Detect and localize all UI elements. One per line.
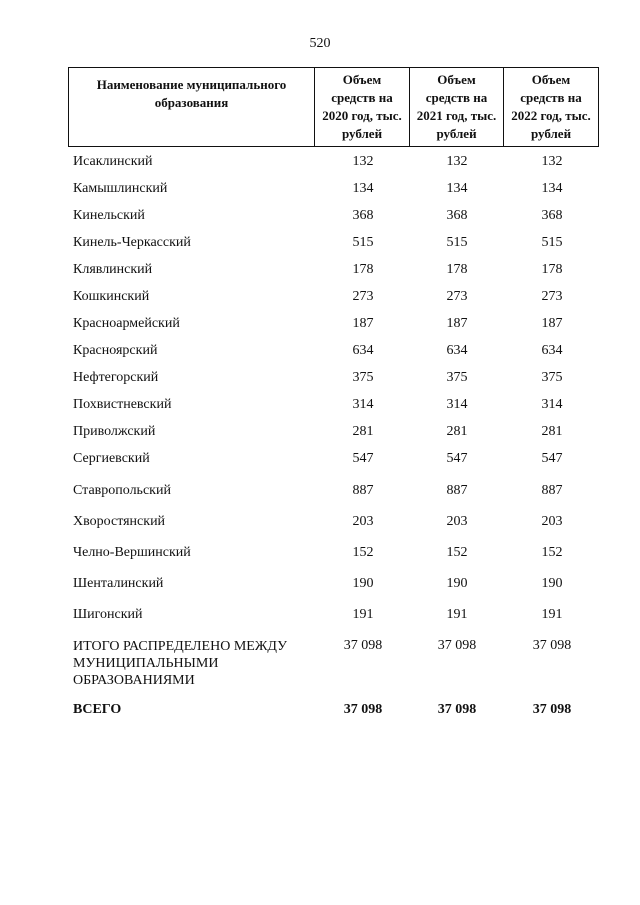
value-2020: 375 [352, 370, 374, 385]
municipality-name: Похвистневский [73, 397, 172, 412]
municipality-name: Кинельский [73, 208, 145, 223]
value-2020: 134 [352, 181, 374, 196]
value-2021: 273 [446, 289, 468, 304]
total-value-2020: 37 098 [343, 638, 383, 653]
value-2022: 134 [541, 181, 563, 196]
value-2020: 314 [352, 397, 374, 412]
total-distributed-label [73, 638, 287, 689]
value-2022: 152 [541, 545, 563, 560]
municipality-name: Исаклинский [73, 154, 153, 169]
municipality-name: Кошкинский [73, 289, 150, 304]
value-2022: 132 [541, 154, 563, 169]
municipality-name: Красноармейский [73, 316, 180, 331]
value-2020: 273 [352, 289, 374, 304]
value-2020: 190 [352, 576, 374, 591]
value-2021: 314 [446, 397, 468, 412]
value-2020: 203 [352, 514, 374, 529]
grand-total-2021: 37 098 [437, 702, 477, 717]
total-label-line-3: ОБРАЗОВАНИЯМИ [73, 673, 195, 688]
value-2022: 547 [541, 451, 563, 466]
header-2020-volume: Объем средств на 2020 год, тыс. рублей [314, 67, 410, 147]
total-label-line-1: ИТОГО РАСПРЕДЕЛЕНО МЕЖДУ [73, 639, 287, 654]
value-2021: 132 [446, 154, 468, 169]
value-2022: 273 [541, 289, 563, 304]
municipality-name: Приволжский [73, 424, 156, 439]
value-2022: 187 [541, 316, 563, 331]
page-number: 520 [309, 36, 331, 51]
value-2022: 634 [541, 343, 563, 358]
municipality-name: Ставропольский [73, 483, 171, 498]
total-value-2021: 37 098 [437, 638, 477, 653]
value-2021: 515 [446, 235, 468, 250]
value-2021: 190 [446, 576, 468, 591]
value-2021: 191 [446, 607, 468, 622]
value-2021: 187 [446, 316, 468, 331]
value-2022: 515 [541, 235, 563, 250]
municipality-name: Нефтегорский [73, 370, 159, 385]
value-2021: 547 [446, 451, 468, 466]
value-2022: 190 [541, 576, 563, 591]
value-2020: 368 [352, 208, 374, 223]
grand-total-2020: 37 098 [343, 702, 383, 717]
value-2020: 187 [352, 316, 374, 331]
value-2022: 203 [541, 514, 563, 529]
value-2020: 634 [352, 343, 374, 358]
value-2021: 152 [446, 545, 468, 560]
value-2020: 191 [352, 607, 374, 622]
municipality-name: Камышлинский [73, 181, 168, 196]
value-2021: 281 [446, 424, 468, 439]
value-2020: 547 [352, 451, 374, 466]
value-2022: 368 [541, 208, 563, 223]
header-municipality-name: Наименование муниципального образования [68, 67, 315, 147]
header-2022-volume: Объем средств на 2022 год, тыс. рублей [503, 67, 599, 147]
municipality-name: Челно-Вершинский [73, 545, 191, 560]
value-2022: 178 [541, 262, 563, 277]
header-2021-volume: Объем средств на 2021 год, тыс. рублей [409, 67, 504, 147]
total-distributed-row [0, 638, 640, 692]
value-2021: 368 [446, 208, 468, 223]
municipality-name: Кинель-Черкасский [73, 235, 191, 250]
value-2021: 634 [446, 343, 468, 358]
value-2022: 281 [541, 424, 563, 439]
value-2020: 515 [352, 235, 374, 250]
municipality-name: Шигонский [73, 607, 143, 622]
total-label-line-2: МУНИЦИПАЛЬНЫМИ [73, 656, 219, 671]
value-2020: 178 [352, 262, 374, 277]
value-2020: 132 [352, 154, 374, 169]
value-2020: 152 [352, 545, 374, 560]
value-2021: 203 [446, 514, 468, 529]
municipality-name: Сергиевский [73, 451, 150, 466]
grand-total-2022: 37 098 [532, 702, 572, 717]
value-2022: 375 [541, 370, 563, 385]
municipality-name: Красноярский [73, 343, 158, 358]
municipality-name: Клявлинский [73, 262, 153, 277]
value-2022: 887 [541, 483, 563, 498]
value-2022: 191 [541, 607, 563, 622]
value-2020: 281 [352, 424, 374, 439]
total-value-2022: 37 098 [532, 638, 572, 653]
grand-total-label: ВСЕГО [73, 702, 122, 717]
value-2020: 887 [352, 483, 374, 498]
municipality-name: Шенталинский [73, 576, 164, 591]
value-2021: 178 [446, 262, 468, 277]
value-2021: 134 [446, 181, 468, 196]
value-2021: 375 [446, 370, 468, 385]
value-2022: 314 [541, 397, 563, 412]
municipality-name: Хворостянский [73, 514, 166, 529]
value-2021: 887 [446, 483, 468, 498]
